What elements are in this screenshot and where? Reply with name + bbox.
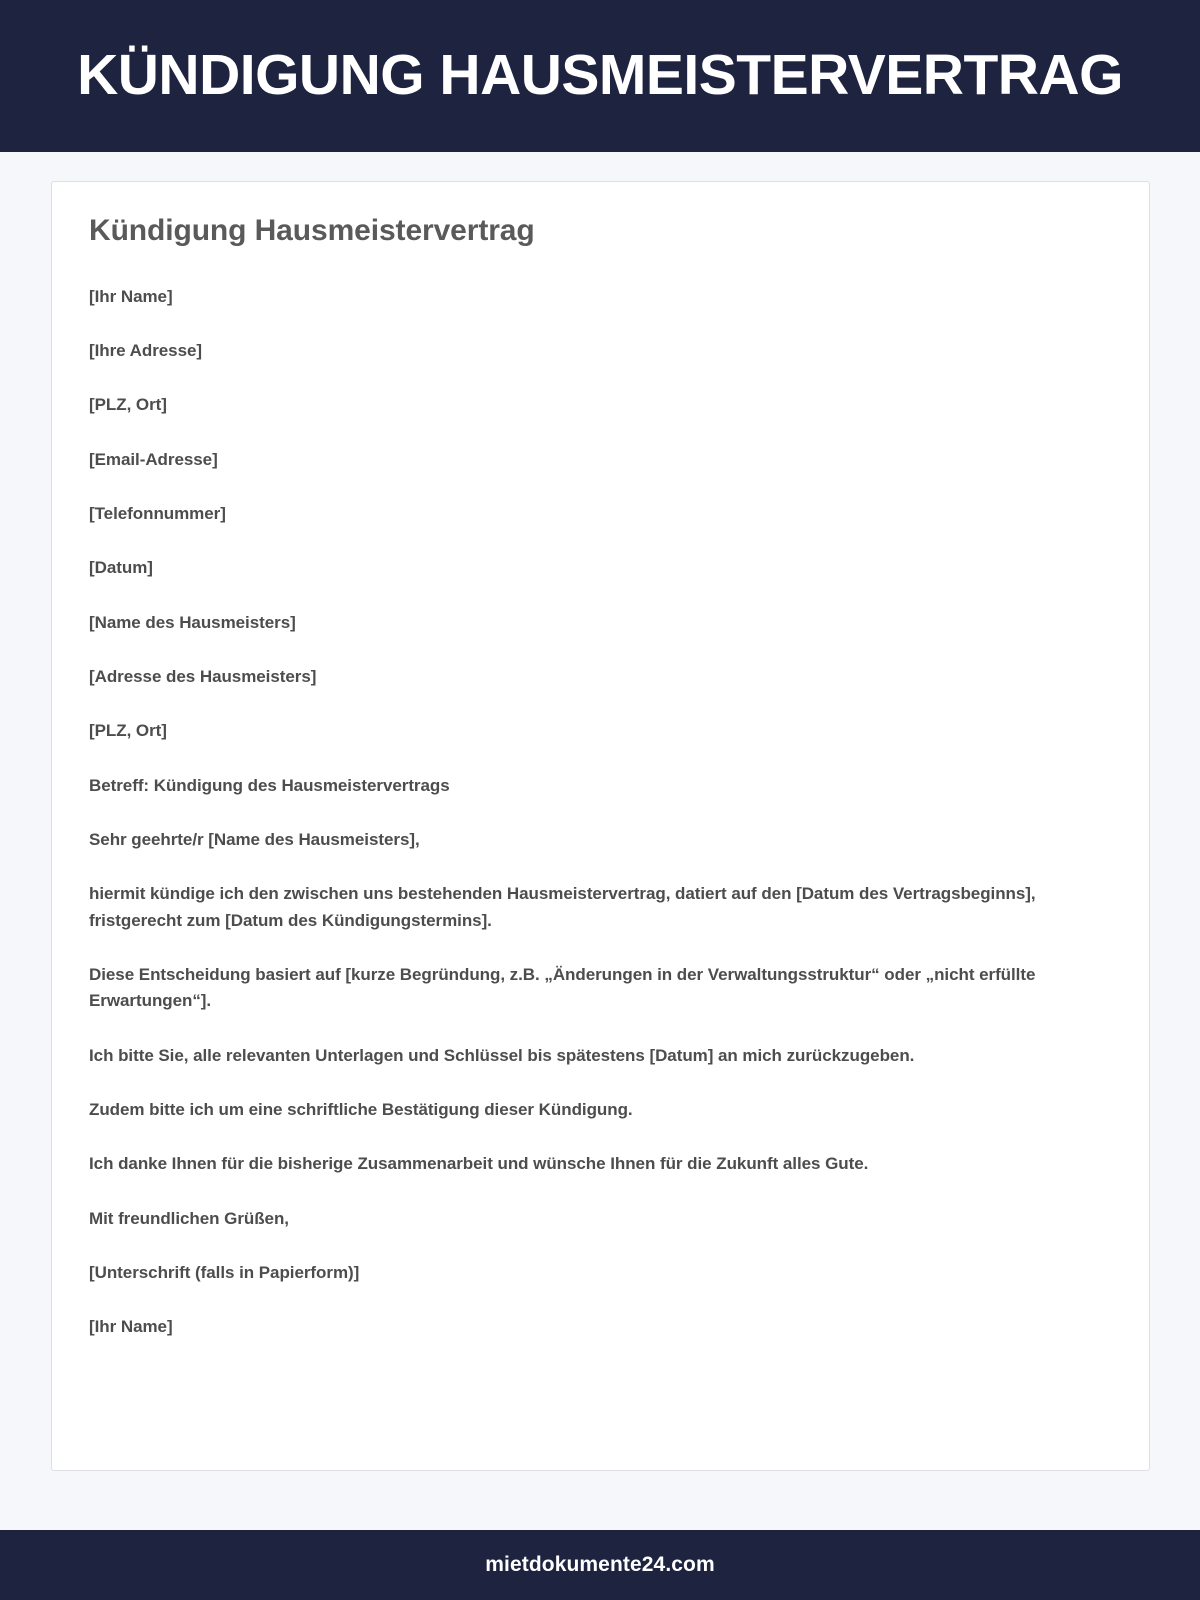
footer-site-name: mietdokumente24.com [485, 1553, 715, 1576]
sender-phone: [Telefonnummer] [89, 503, 226, 523]
sender-address: [Ihre Adresse] [89, 340, 202, 360]
body-paragraph-reason: Diese Entscheidung basiert auf [kurze Begründung, z.B. „Änderungen in der Verwaltungsstruktur“ oder „nicht erfüllte Erwartungen“]. [89, 964, 1036, 1011]
body-paragraph-confirmation: Zudem bitte ich um eine schriftliche Bestätigung dieser Kündigung. [89, 1100, 633, 1119]
document-card [51, 181, 1150, 1471]
subject-line: Betreff: Kündigung des Hausmeistervertrags [89, 775, 450, 795]
signature-placeholder: [Unterschrift (falls in Papierform)] [89, 1263, 360, 1283]
sender-email: [Email-Adresse] [89, 449, 218, 469]
signature-name: [Ihr Name] [89, 1317, 173, 1337]
recipient-address: [Adresse des Hausmeisters] [89, 666, 317, 686]
document-area [0, 152, 1200, 1530]
sender-postal-city: [PLZ, Ort] [89, 395, 167, 415]
recipient-name: [Name des Hausmeisters] [89, 612, 296, 632]
recipient-postal-city: [PLZ, Ort] [89, 721, 167, 741]
salutation-line: Sehr geehrte/r [Name des Hausmeisters], [89, 829, 420, 849]
page-footer-banner [0, 1530, 1200, 1600]
page-header-banner [0, 0, 1200, 152]
letter-date: [Datum] [89, 558, 153, 578]
page-header-title: KÜNDIGUNG HAUSMEISTERVERTRAG [77, 43, 1123, 108]
body-paragraph-return-items: Ich bitte Sie, alle relevanten Unterlagen und Schlüssel bis spätestens [Datum] an mich zurückzugeben. [89, 1045, 915, 1065]
body-paragraph-thanks: Ich danke Ihnen für die bisherige Zusammenarbeit und wünsche Ihnen für die Zukunft alles Gute. [89, 1154, 869, 1174]
body-paragraph-termination: hiermit kündige ich den zwischen uns bestehenden Hausmeistervertrag, datiert auf den [Datum des Vertragsbeginns], fristgerecht zum [Datum des Kündigungstermins]. [89, 884, 1036, 930]
closing-line: Mit freundlichen Grüßen, [89, 1208, 289, 1228]
sender-name: [Ihr Name] [89, 286, 173, 306]
document-title: Kündigung Hausmeistervertrag [89, 214, 535, 247]
